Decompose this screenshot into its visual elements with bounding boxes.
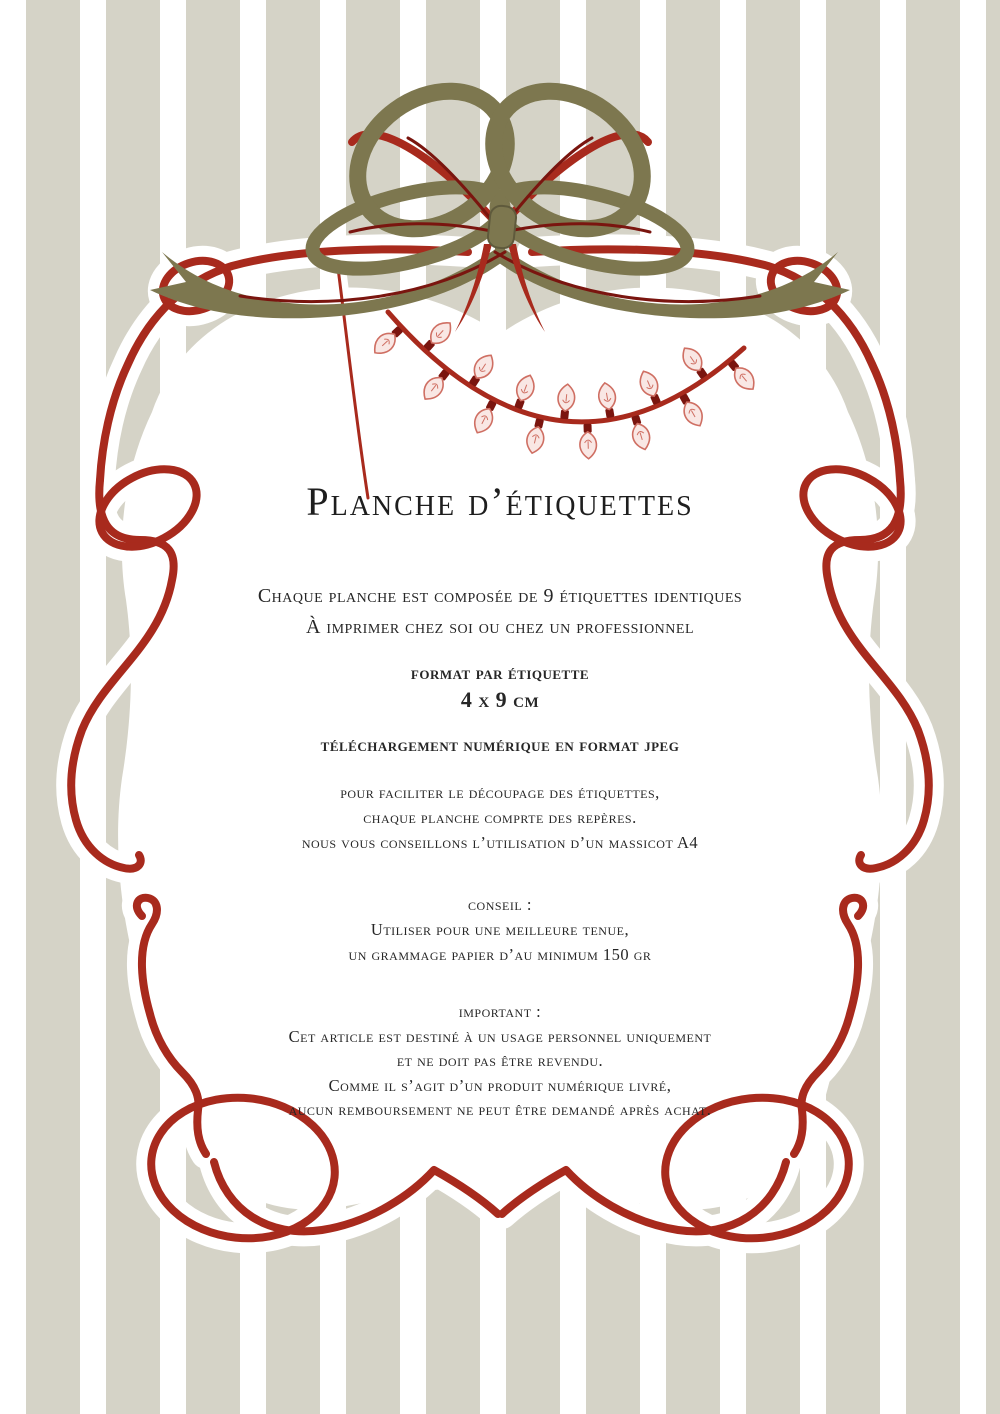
section-cutting <box>130 780 870 855</box>
intro-line: À imprimer chez soi ou chez un professionnel <box>305 616 695 638</box>
advice-heading: conseil : <box>468 895 532 914</box>
advice-line: Utiliser pour une meilleure tenue, <box>370 920 630 939</box>
download-line: téléchargement numérique en format jpeg <box>320 735 680 755</box>
page-title: Planche d’étiquettes <box>306 479 694 524</box>
advice-line: un grammage papier d’au minimum 150 gr <box>348 945 652 964</box>
cutting-line: nous vous conseillons l’utilisation d’un massicot A4 <box>301 833 699 852</box>
format-heading: format par étiquette <box>410 663 590 683</box>
section-format <box>130 660 870 714</box>
section-important <box>130 1000 870 1123</box>
important-line: Cet article est destiné à un usage personnel uniquement <box>288 1026 712 1046</box>
section-download <box>130 733 870 758</box>
section-intro <box>130 581 870 643</box>
important-heading: important : <box>458 1002 542 1021</box>
important-line: Comme il s’agit d’un produit numérique livré, <box>328 1075 672 1095</box>
intro-line: Chaque planche est composée de 9 étiquettes identiques <box>257 585 743 607</box>
format-size: 4 x 9 cm <box>460 687 540 712</box>
important-line: et ne doit pas être revendu. <box>396 1051 604 1070</box>
section-advice <box>130 892 870 967</box>
important-line: aucun remboursement ne peut être demandé après achat. <box>288 1100 712 1119</box>
cutting-line: chaque planche comprte des repères. <box>363 808 637 827</box>
cutting-line: pour faciliter le découpage des étiquettes, <box>340 783 660 802</box>
